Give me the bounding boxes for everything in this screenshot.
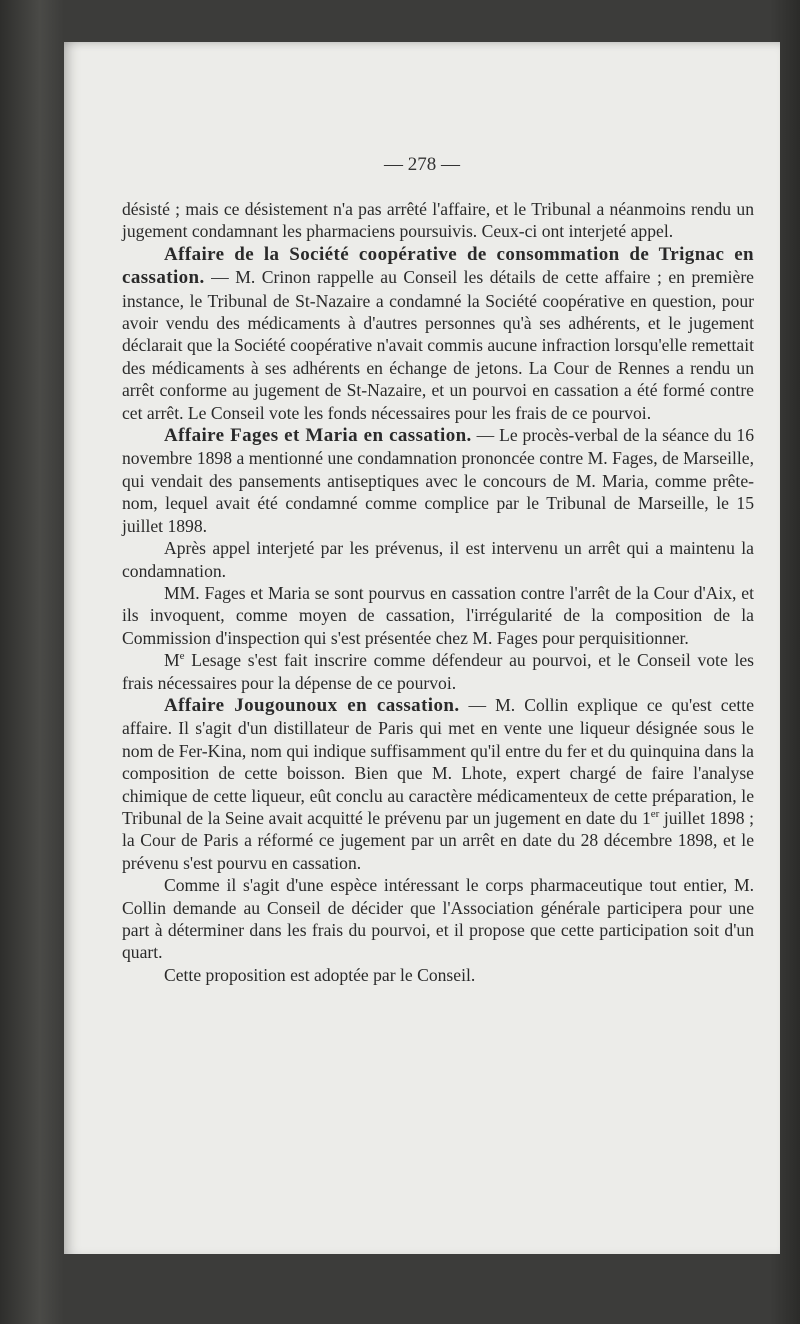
paragraph-trignac-body: — M. Crinon rappelle au Conseil les détails de cette affaire ; en première instance, le Tribunal de St-Nazaire a condamné la Société coopérative en question, pour avoir vendu des médicaments à d'autres personnes qu'à ses adhérents, et le jugement déclarait que la Société coopérative n'avait commis aucune infraction lorsqu'elle remettait des médicaments à ses adhérents en échange de jetons. La Cour de Rennes a rendu un arrêt conforme au jugement de St-Nazaire, et un pourvoi en cassation a été formé contre cet arrêt. Le Conseil vote les fonds nécessaires pour les frais de ce pourvoi.: [122, 267, 754, 423]
paragraph-continuation: désisté ; mais ce désistement n'a pas arrêté l'affaire, et le Tribunal a néanmoins rendu un jugement condamnant les pharmaciens poursuivis. Ceux-ci ont interjeté appel.: [122, 199, 754, 242]
page-body-text: [122, 198, 754, 986]
page-number: — 278 —: [384, 154, 460, 175]
section-heading-trignac: Affaire de la Société coopérative de consommation de Trignac en cassation.: [122, 243, 754, 289]
paragraph-trignac: [122, 243, 754, 424]
paragraph-fages-maria: [122, 424, 754, 537]
paragraph-lesage: [122, 649, 754, 694]
paragraph-association: Comme il s'agit d'une espèce intéressant le corps pharmaceutique tout entier, M. Collin demande au Conseil de décider que l'Association générale participera pour une part à déterminer dans les frais du pourvoi, et il propose que cette participation soit d'un quart.: [122, 875, 754, 963]
paragraph-jougounoux-sup: er: [650, 808, 660, 821]
paragraph-appeal: Après appel interjeté par les prévenus, il est intervenu un arrêt qui a maintenu la condamnation.: [122, 538, 754, 581]
paragraph-adopted: Cette proposition est adoptée par le Conseil.: [164, 964, 476, 985]
section-heading-fages-maria: Affaire Fages et Maria en cassation.: [164, 425, 472, 447]
paragraph-lesage-title-sup: e: [179, 650, 185, 663]
paragraph-fages-maria-body: — Le procès-verbal de la séance du 16 novembre 1898 a mentionné une condamnation prononcée contre M. Fages, de Marseille, qui vendait des pansements antiseptiques avec le concours de M. Maria, comme prête-nom, lequel avait été condamné comme complice par le Tribunal de Marseille, le 15 juillet 1898.: [122, 425, 754, 536]
paragraph-cassation-aix: MM. Fages et Maria se sont pourvus en cassation contre l'arrêt de la Cour d'Aix, et ils invoquent, comme moyen de cassation, l'irrégularité de la composition de la Commission d'inspection qui s'est présentée chez M. Fages pour perquisitionner.: [122, 582, 754, 648]
section-heading-jougounoux: Affaire Jougounoux en cassation.: [164, 694, 460, 716]
paragraph-jougounoux-body-b: juillet 1898 ; la Cour de Paris a réformé ce jugement par un arrêt en date du 28 décembre 1898, et le prévenu s'est pourvu en cassation.: [122, 807, 754, 873]
paragraph-jougounoux-body-a: — M. Collin explique ce qu'est cette affaire. Il s'agit d'un distillateur de Paris qui met en vente une liqueur désignée sous le nom de Fer-Kina, nom qui indique suffisamment qu'il entre du fer et du quinquina dans la composition de cette boisson. Bien que M. Lhote, expert chargé de faire l'analyse chimique de cette liqueur, eût conclu au caractère médicamenteux de cette préparation, le Tribunal de la Seine avait acquitté le prévenu par un jugement en date du 1: [122, 694, 754, 828]
paragraph-jougounoux: [122, 694, 754, 874]
paragraph-lesage-title: M: [164, 650, 180, 671]
paragraph-lesage-body: Lesage s'est fait inscrire comme défendeur au pourvoi, et le Conseil vote les frais nécessaires pour la dépense de ce pourvoi.: [122, 650, 754, 693]
